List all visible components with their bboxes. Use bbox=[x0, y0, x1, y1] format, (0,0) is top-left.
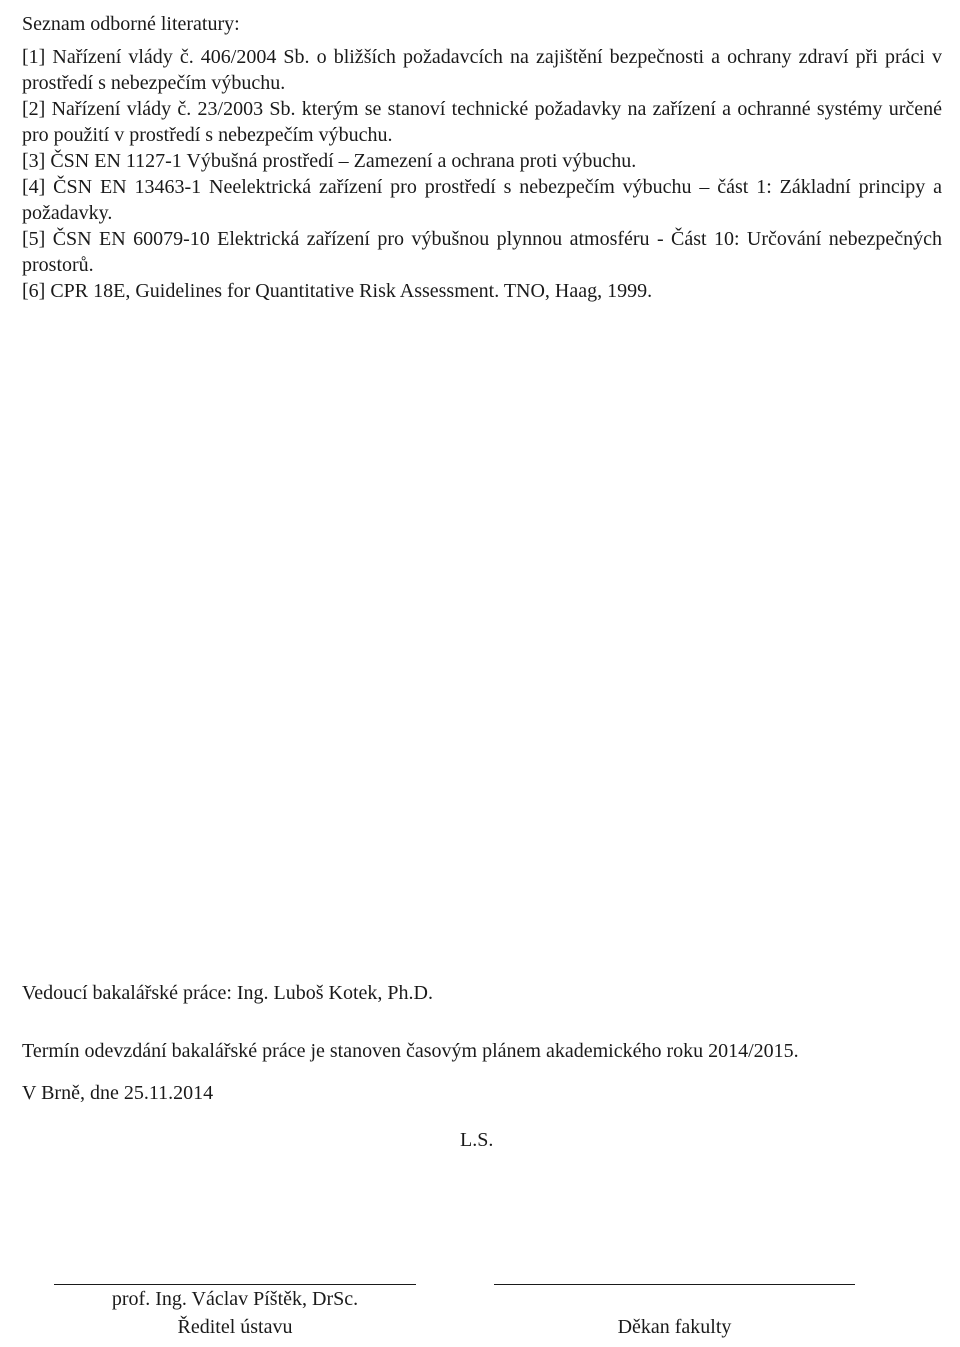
place-date-line: V Brně, dne 25.11.2014 bbox=[22, 1082, 214, 1104]
reference-item-5: [5] ČSN EN 60079-10 Elektrická zařízení pro výbušnou plynnou atmosféru - Část 10: Určování nebezpečných prostorů. bbox=[22, 228, 942, 276]
reference-item-1: [1] Nařízení vlády č. 406/2004 Sb. o bližších požadavcích na zajištění bezpečnosti a ochrany zdraví při práci v prostředí s nebezpečím výbuchu. bbox=[22, 46, 942, 94]
reference-item-4: [4] ČSN EN 13463-1 Neelektrická zařízení pro prostředí s nebezpečím výbuchu – část 1: Základní principy a požadavky. bbox=[22, 176, 942, 224]
literature-heading: Seznam odborné literatury: bbox=[22, 13, 240, 35]
signatory-role-left: Ředitel ústavu bbox=[177, 1316, 293, 1338]
reference-item-3: [3] ČSN EN 1127-1 Výbušná prostředí – Zamezení a ochrana proti výbuchu. bbox=[22, 150, 637, 172]
supervisor-line: Vedoucí bakalářské práce: Ing. Luboš Kotek, Ph.D. bbox=[22, 982, 433, 1004]
seal-mark: L.S. bbox=[460, 1129, 494, 1151]
signatory-role-right: Děkan fakulty bbox=[617, 1316, 732, 1338]
signature-line-right bbox=[494, 1284, 855, 1285]
signatory-name-left: prof. Ing. Václav Píštěk, DrSc. bbox=[111, 1288, 359, 1310]
reference-item-2: [2] Nařízení vlády č. 23/2003 Sb. kterým se stanoví technické požadavky na zařízení a ochranné systémy určené pro použití v prostředí s nebezpečím výbuchu. bbox=[22, 98, 942, 146]
reference-list bbox=[22, 44, 942, 304]
reference-item-6: [6] CPR 18E, Guidelines for Quantitative Risk Assessment. TNO, Haag, 1999. bbox=[22, 280, 653, 302]
deadline-line: Termín odevzdání bakalářské práce je stanoven časovým plánem akademického roku 2014/2015. bbox=[22, 1040, 799, 1062]
signature-line-left bbox=[54, 1284, 416, 1285]
